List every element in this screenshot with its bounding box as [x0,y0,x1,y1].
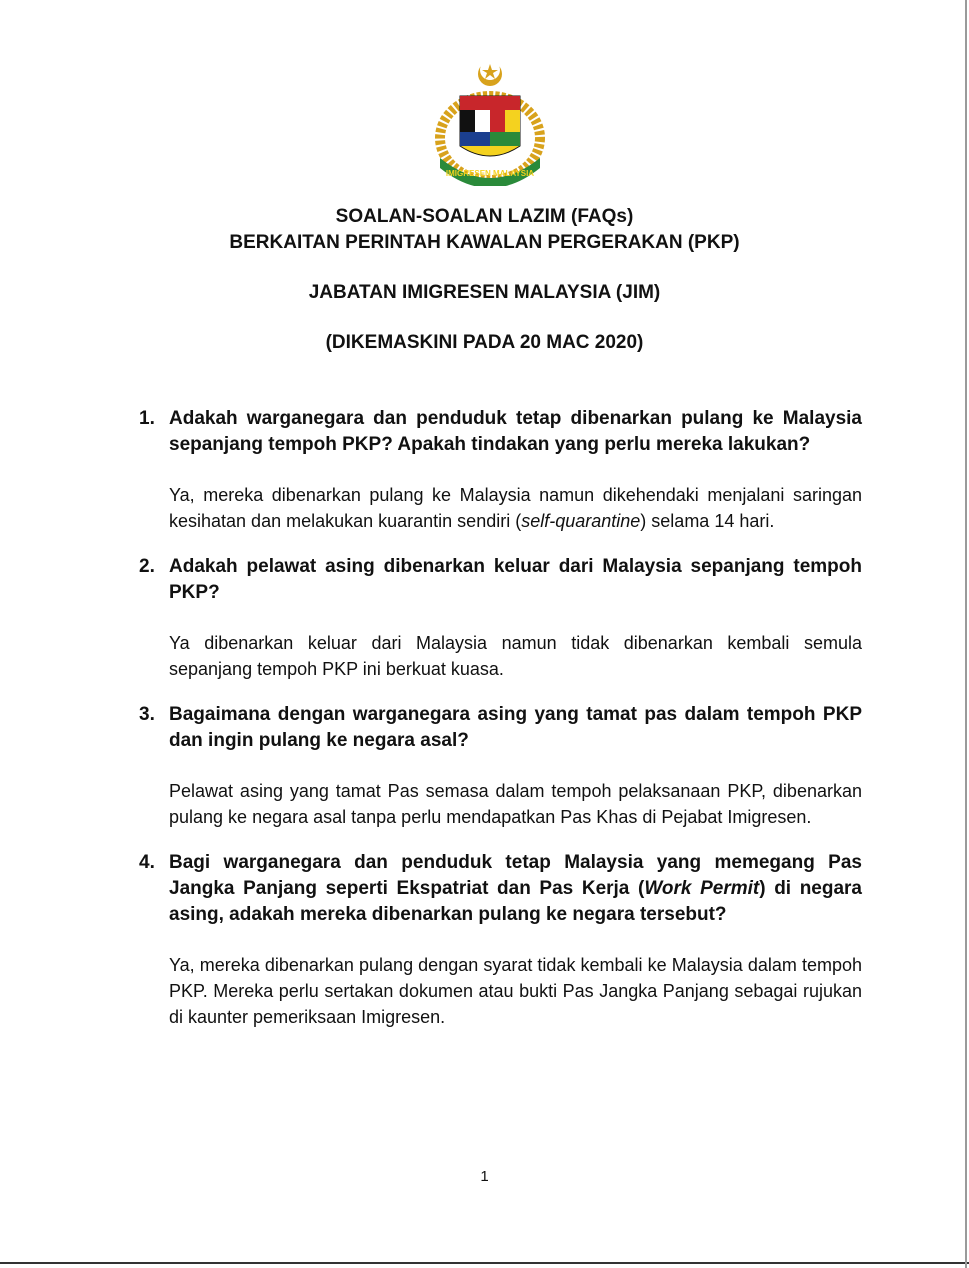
faq-question [139,406,862,458]
document-title-line2: BERKAITAN PERINTAH KAWALAN PERGERAKAN (PKP) [229,232,740,253]
immigration-crest-logo [430,58,550,186]
faq-answer-text: ) selama 14 hari. [640,511,775,531]
faq-answer [169,482,862,534]
faq-item-4 [139,850,862,1030]
faq-item-3 [139,702,862,830]
faq-answer: Pelawat asing yang tamat Pas semasa dalam tempoh pelaksanaan PKP, dibenarkan pulang ke negara asal tanpa perlu mendapatkan Pas Khas di Pejabat Imigresen. [169,781,862,827]
faq-question-text-part: Bagi warganegara dan penduduk tetap Malaysia yang memegang Pas Jangka Panjang seperti Ekspatriat dan Pas Kerja ( [169,852,862,899]
faq-list [139,406,862,1050]
faq-question-text-part: ) di negara asing, adakah mereka dibenarkan pulang ke negara tersebut? [169,878,863,925]
page-bottom-edge [0,1262,969,1264]
faq-question [139,850,862,928]
page-right-edge [965,0,967,1268]
faq-number: 4. [139,852,155,873]
faq-number: 3. [139,704,155,725]
faq-question [139,554,862,606]
faq-number: 2. [139,556,155,577]
faq-answer-italic: self-quarantine [521,511,641,531]
faq-question-text: Adakah pelawat asing dibenarkan keluar dari Malaysia sepanjang tempoh PKP? [169,556,862,603]
document-title-line1: SOALAN-SOALAN LAZIM (FAQs) [335,206,634,227]
faq-answer: Ya dibenarkan keluar dari Malaysia namun tidak dibenarkan kembali semula sepanjang tempoh PKP ini berkuat kuasa. [169,633,862,679]
faq-question-text: Adakah warganegara dan penduduk tetap dibenarkan pulang ke Malaysia sepanjang tempoh PKP? Apakah tindakan yang perlu mereka lakukan? [169,408,862,455]
logo-banner-text: IMIGRESEN MALAYSIA [445,169,535,178]
faq-number: 1. [139,408,155,429]
faq-question [139,702,862,754]
faq-question-text: Bagaimana dengan warganegara asing yang tamat pas dalam tempoh PKP dan ingin pulang ke negara asal? [169,704,862,751]
faq-answer: Ya, mereka dibenarkan pulang dengan syarat tidak kembali ke Malaysia dalam tempoh PKP. Mereka perlu sertakan dokumen atau bukti Pas Jangka Panjang sebagai rujukan di kaunter pemeriksaan Imigresen. [169,955,862,1027]
faq-question-italic: Work Permit [644,878,760,899]
faq-item-2 [139,554,862,682]
updated-date: (DIKEMASKINI PADA 20 MAC 2020) [325,332,644,353]
faq-item-1 [139,406,862,534]
agency-name: JABATAN IMIGRESEN MALAYSIA (JIM) [308,282,661,303]
page-number: 1 [480,1168,489,1185]
faq-question-text [169,850,862,928]
faq-answer-text: Ya, mereka dibenarkan pulang ke Malaysia namun dikehendaki menjalani saringan kesihatan dan melakukan kuarantin sendiri ( [169,485,862,531]
